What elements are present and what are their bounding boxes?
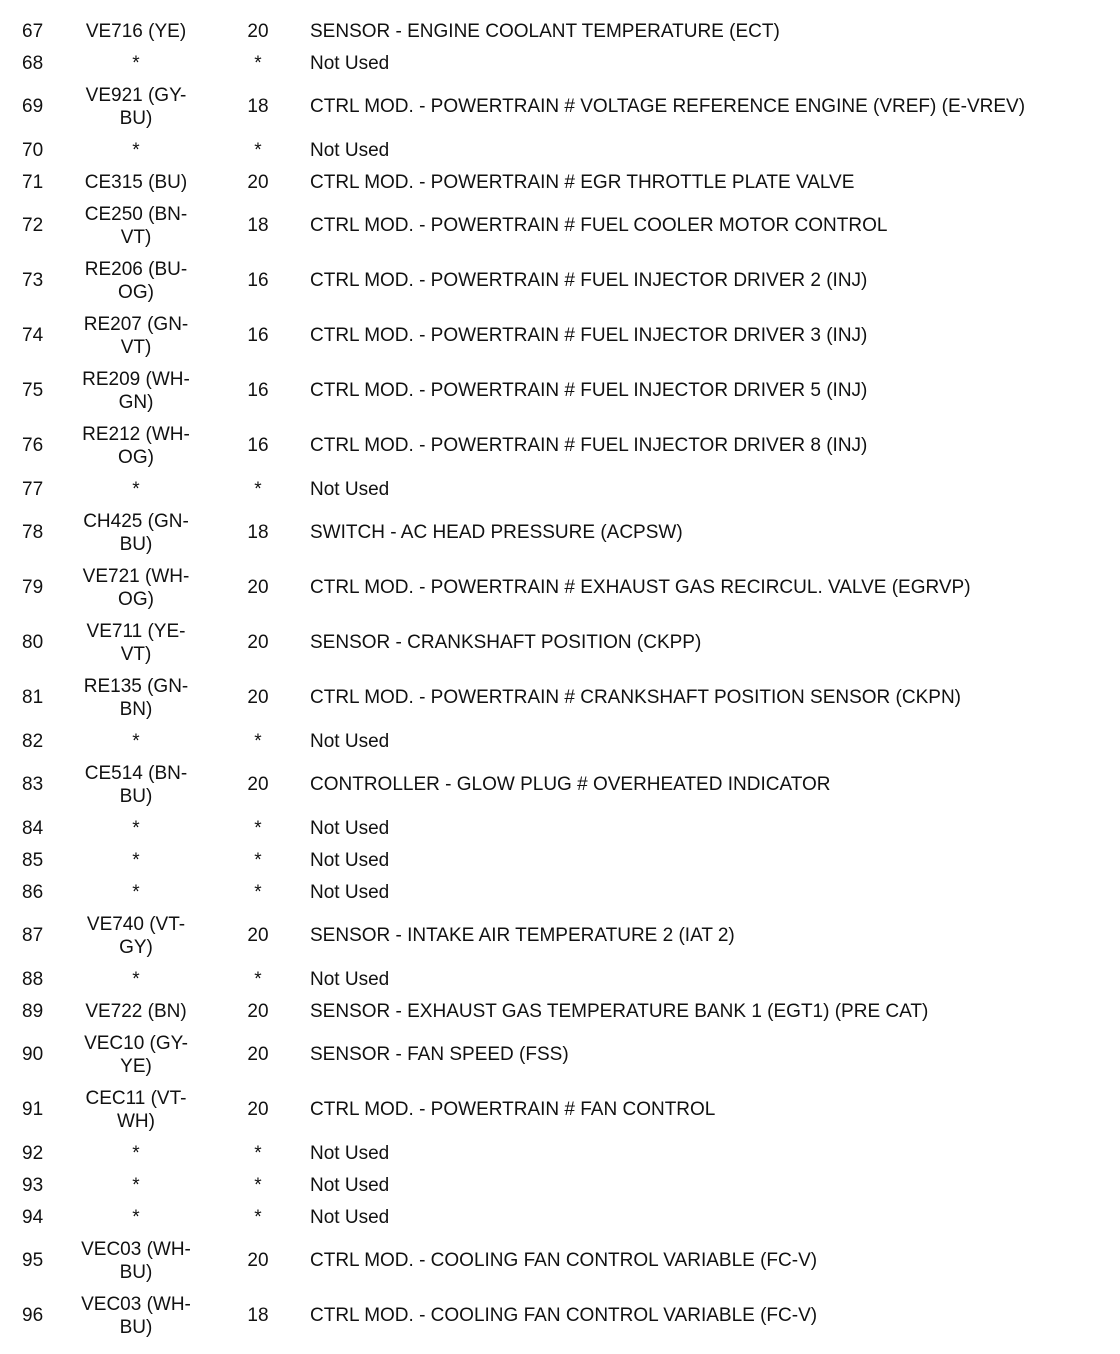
circuit-id-text: * xyxy=(132,1206,140,1228)
table-row xyxy=(0,505,1120,560)
pin-number: 71 xyxy=(22,171,44,193)
table-row xyxy=(0,47,1120,79)
pin-function: CTRL MOD. - POWERTRAIN # VOLTAGE REFERENCE ENGINE (VREF) (E-VREV) xyxy=(310,96,1026,117)
circuit-id-text: CEC11 (VT-WH) xyxy=(85,1087,187,1132)
wire-gauge: * xyxy=(254,849,262,871)
circuit-id xyxy=(76,253,196,308)
wire-gauge: 20 xyxy=(247,925,269,946)
pin-number: 93 xyxy=(22,1174,44,1196)
pin-number: 74 xyxy=(22,325,44,346)
wire-gauge: 20 xyxy=(247,577,269,598)
pin-number: 91 xyxy=(22,1099,44,1120)
pin-number: 73 xyxy=(22,270,44,291)
table-row xyxy=(0,198,1120,253)
circuit-id xyxy=(76,1201,196,1233)
circuit-id-text: * xyxy=(132,52,140,74)
wire-gauge: 18 xyxy=(247,1305,269,1326)
circuit-id-text: VE716 (YE) xyxy=(85,20,187,42)
circuit-id xyxy=(76,1082,196,1137)
table-row xyxy=(0,1288,1120,1343)
pin-number: 82 xyxy=(22,730,44,752)
pin-number: 96 xyxy=(22,1305,44,1326)
circuit-id xyxy=(76,963,196,995)
pin-function: Not Used xyxy=(310,881,390,903)
table-row xyxy=(0,418,1120,473)
pin-function: CTRL MOD. - COOLING FAN CONTROL VARIABLE (FC-V) xyxy=(310,1250,818,1271)
table-row xyxy=(0,1082,1120,1137)
circuit-id xyxy=(76,1233,196,1288)
circuit-id-text: * xyxy=(132,849,140,871)
circuit-id-text: VEC03 (WH-BU) xyxy=(81,1293,191,1338)
pin-number: 86 xyxy=(22,881,44,903)
circuit-id xyxy=(76,1027,196,1082)
circuit-id xyxy=(76,876,196,908)
pin-function: CTRL MOD. - POWERTRAIN # FUEL INJECTOR DRIVER 8 (INJ) xyxy=(310,435,868,456)
circuit-id-text: * xyxy=(132,478,140,500)
wire-gauge: 20 xyxy=(247,1000,269,1022)
pin-number: 67 xyxy=(22,20,44,42)
circuit-id-text: CH425 (GN-BU) xyxy=(83,510,189,555)
wire-gauge: * xyxy=(254,1174,262,1196)
pin-number: 70 xyxy=(22,139,44,161)
table-row xyxy=(0,308,1120,363)
table-row xyxy=(0,363,1120,418)
wire-gauge: 20 xyxy=(247,632,269,653)
circuit-id-text: * xyxy=(132,1142,140,1164)
circuit-id xyxy=(76,560,196,615)
table-row xyxy=(0,134,1120,166)
table-row xyxy=(0,615,1120,670)
pin-function: SENSOR - CRANKSHAFT POSITION (CKPP) xyxy=(310,632,702,653)
pin-function: CTRL MOD. - POWERTRAIN # CRANKSHAFT POSITION SENSOR (CKPN) xyxy=(310,687,961,708)
wire-gauge: * xyxy=(254,968,262,990)
circuit-id-text: VE740 (VT-GY) xyxy=(86,913,186,958)
table-row xyxy=(0,1233,1120,1288)
table-row xyxy=(0,757,1120,812)
circuit-id-text: RE212 (WH-OG) xyxy=(82,423,190,468)
pin-number: 95 xyxy=(22,1250,44,1271)
table-row xyxy=(0,166,1120,198)
pin-function: Not Used xyxy=(310,52,390,74)
circuit-id xyxy=(76,908,196,963)
circuit-id xyxy=(76,1137,196,1169)
pin-function: SENSOR - INTAKE AIR TEMPERATURE 2 (IAT 2) xyxy=(310,925,735,946)
circuit-id-text: CE315 (BU) xyxy=(84,171,188,193)
wire-gauge: * xyxy=(254,817,262,839)
table-row xyxy=(0,725,1120,757)
pin-function: Not Used xyxy=(310,1206,390,1228)
pin-function: SENSOR - ENGINE COOLANT TEMPERATURE (ECT) xyxy=(310,20,780,42)
wire-gauge: 16 xyxy=(247,270,269,291)
table-row xyxy=(0,963,1120,995)
wire-gauge: 16 xyxy=(247,325,269,346)
table-row xyxy=(0,908,1120,963)
pin-function: Not Used xyxy=(310,1142,390,1164)
circuit-id xyxy=(76,812,196,844)
pin-function: Not Used xyxy=(310,139,390,161)
pin-function: SENSOR - FAN SPEED (FSS) xyxy=(310,1044,569,1065)
wire-gauge: 16 xyxy=(247,380,269,401)
pin-function: CTRL MOD. - POWERTRAIN # FUEL INJECTOR DRIVER 5 (INJ) xyxy=(310,380,868,401)
circuit-id xyxy=(76,670,196,725)
circuit-id xyxy=(76,308,196,363)
circuit-id-text: * xyxy=(132,881,140,903)
pin-number: 81 xyxy=(22,687,44,708)
pin-function: CTRL MOD. - POWERTRAIN # FUEL INJECTOR DRIVER 2 (INJ) xyxy=(310,270,868,291)
circuit-id xyxy=(76,473,196,505)
pin-function: SWITCH - AC HEAD PRESSURE (ACPSW) xyxy=(310,522,683,543)
wire-gauge: 18 xyxy=(247,96,269,117)
pin-function: CTRL MOD. - POWERTRAIN # FUEL INJECTOR DRIVER 3 (INJ) xyxy=(310,325,868,346)
pin-function: CONTROLLER - GLOW PLUG # OVERHEATED INDICATOR xyxy=(310,774,831,795)
circuit-id xyxy=(76,725,196,757)
pin-number: 92 xyxy=(22,1142,44,1164)
wire-gauge: 20 xyxy=(247,687,269,708)
pin-function: CTRL MOD. - POWERTRAIN # FUEL COOLER MOTOR CONTROL xyxy=(310,215,888,236)
pin-function: Not Used xyxy=(310,817,390,839)
wire-gauge: 20 xyxy=(247,1250,269,1271)
pin-number: 72 xyxy=(22,215,44,236)
pin-function: Not Used xyxy=(310,478,390,500)
circuit-id xyxy=(76,1169,196,1201)
circuit-id-text: RE135 (GN-BN) xyxy=(83,675,189,720)
table-row xyxy=(0,1169,1120,1201)
wire-gauge: 20 xyxy=(247,20,269,42)
pin-function: Not Used xyxy=(310,730,390,752)
pin-function: Not Used xyxy=(310,849,390,871)
circuit-id xyxy=(76,79,196,134)
circuit-id xyxy=(76,198,196,253)
circuit-id xyxy=(76,995,196,1027)
pin-function: CTRL MOD. - POWERTRAIN # FAN CONTROL xyxy=(310,1099,716,1120)
pin-function: CTRL MOD. - COOLING FAN CONTROL VARIABLE (FC-V) xyxy=(310,1305,818,1326)
wire-gauge: 20 xyxy=(247,171,269,193)
circuit-id xyxy=(76,134,196,166)
pin-number: 94 xyxy=(22,1206,44,1228)
circuit-id-text: VEC10 (GY-YE) xyxy=(84,1032,188,1077)
circuit-id xyxy=(76,1288,196,1343)
circuit-id xyxy=(76,844,196,876)
circuit-id-text: CE250 (BN-VT) xyxy=(84,203,188,248)
pin-function: Not Used xyxy=(310,1174,390,1196)
table-row xyxy=(0,876,1120,908)
circuit-id-text: * xyxy=(132,730,140,752)
circuit-id-text: * xyxy=(132,817,140,839)
pin-number: 84 xyxy=(22,817,44,839)
circuit-id-text: VEC03 (WH-BU) xyxy=(81,1238,191,1283)
table-row xyxy=(0,15,1120,47)
wire-gauge: 18 xyxy=(247,522,269,543)
connector-pinout-table xyxy=(0,15,1120,1343)
pin-number: 78 xyxy=(22,522,44,543)
pin-number: 89 xyxy=(22,1000,44,1022)
wire-gauge: 16 xyxy=(247,435,269,456)
pin-number: 80 xyxy=(22,632,44,653)
table-row xyxy=(0,844,1120,876)
table-row xyxy=(0,1201,1120,1233)
table-row xyxy=(0,560,1120,615)
circuit-id xyxy=(76,166,196,198)
pin-number: 87 xyxy=(22,925,44,946)
wire-gauge: * xyxy=(254,478,262,500)
circuit-id-text: * xyxy=(132,139,140,161)
circuit-id xyxy=(76,505,196,560)
circuit-id-text: RE209 (WH-GN) xyxy=(82,368,190,413)
circuit-id xyxy=(76,757,196,812)
wire-gauge: * xyxy=(254,881,262,903)
circuit-id-text: VE711 (YE-VT) xyxy=(86,620,186,665)
circuit-id xyxy=(76,15,196,47)
pin-number: 88 xyxy=(22,968,44,990)
circuit-id-text: VE921 (GY-BU) xyxy=(85,84,187,129)
circuit-id xyxy=(76,47,196,79)
wire-gauge: * xyxy=(254,730,262,752)
circuit-id-text: VE722 (BN) xyxy=(85,1000,187,1022)
pin-function: Not Used xyxy=(310,968,390,990)
table-row xyxy=(0,995,1120,1027)
wire-gauge: 20 xyxy=(247,1044,269,1065)
pin-function: SENSOR - EXHAUST GAS TEMPERATURE BANK 1 (EGT1) (PRE CAT) xyxy=(310,1000,929,1022)
table-row xyxy=(0,670,1120,725)
table-row xyxy=(0,473,1120,505)
circuit-id-text: RE207 (GN-VT) xyxy=(83,313,189,358)
pin-number: 77 xyxy=(22,478,44,500)
pin-number: 83 xyxy=(22,774,44,795)
circuit-id-text: CE514 (BN-BU) xyxy=(84,762,188,807)
pin-function: CTRL MOD. - POWERTRAIN # EGR THROTTLE PLATE VALVE xyxy=(310,171,855,193)
circuit-id-text: * xyxy=(132,1174,140,1196)
wire-gauge: * xyxy=(254,1206,262,1228)
circuit-id xyxy=(76,615,196,670)
pinout-rows xyxy=(0,15,1120,1343)
table-row xyxy=(0,79,1120,134)
circuit-id-text: VE721 (WH-OG) xyxy=(82,565,190,610)
circuit-id xyxy=(76,363,196,418)
table-row xyxy=(0,812,1120,844)
pin-function: CTRL MOD. - POWERTRAIN # EXHAUST GAS RECIRCUL. VALVE (EGRVP) xyxy=(310,577,971,598)
wire-gauge: * xyxy=(254,139,262,161)
table-row xyxy=(0,1137,1120,1169)
circuit-id-text: * xyxy=(132,968,140,990)
table-row xyxy=(0,1027,1120,1082)
pin-number: 76 xyxy=(22,435,44,456)
wire-gauge: 18 xyxy=(247,215,269,236)
circuit-id xyxy=(76,418,196,473)
wire-gauge: 20 xyxy=(247,1099,269,1120)
pin-number: 68 xyxy=(22,52,44,74)
pin-number: 85 xyxy=(22,849,44,871)
pin-number: 69 xyxy=(22,96,44,117)
wire-gauge: * xyxy=(254,52,262,74)
table-row xyxy=(0,253,1120,308)
wire-gauge: 20 xyxy=(247,774,269,795)
pin-number: 79 xyxy=(22,577,44,598)
wire-gauge: * xyxy=(254,1142,262,1164)
pin-number: 90 xyxy=(22,1044,44,1065)
pin-number: 75 xyxy=(22,380,44,401)
circuit-id-text: RE206 (BU-OG) xyxy=(84,258,188,303)
